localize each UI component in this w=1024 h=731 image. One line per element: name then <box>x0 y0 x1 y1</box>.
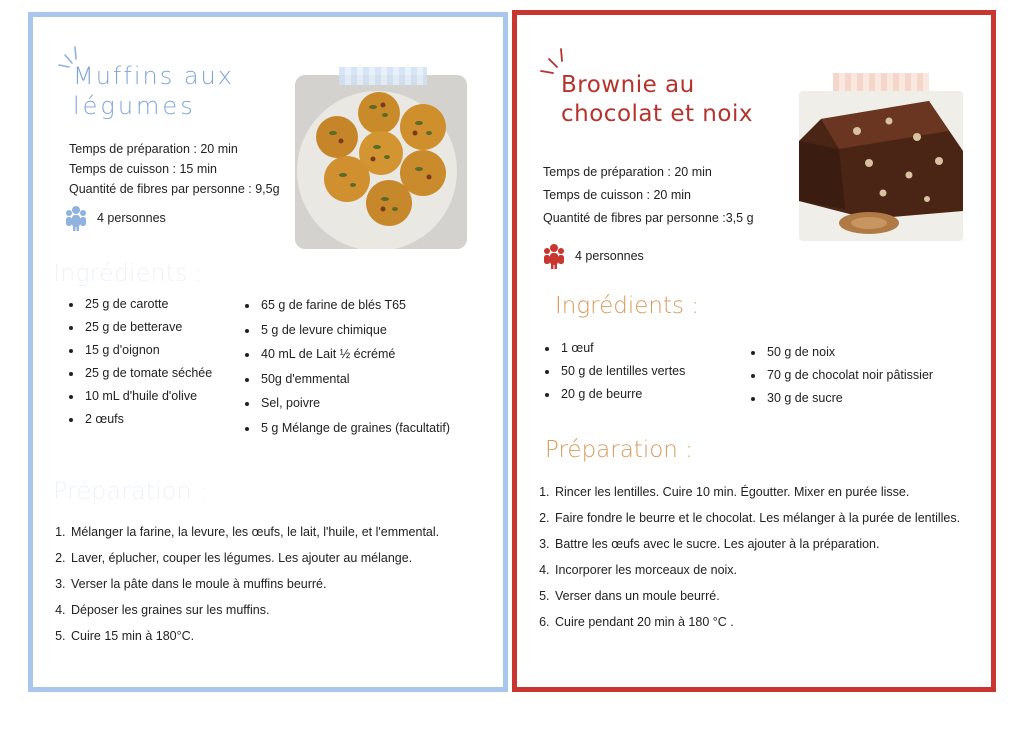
fiber-amount: Quantité de fibres par personne : 9,5g <box>69 182 280 196</box>
list-item: • 15 g d'oignon <box>83 339 212 362</box>
list-item: • 50g d'emmental <box>259 367 450 392</box>
servings <box>543 243 644 269</box>
cook-time: Temps de cuisson : 15 min <box>69 162 217 176</box>
washi-tape <box>339 67 427 85</box>
list-item: • 40 mL de Lait ½ écrémé <box>259 342 450 367</box>
list-item: • 25 g de betterave <box>83 316 212 339</box>
step-item: 4. Incorporer les morceaux de noix. <box>553 557 999 583</box>
list-item: • 50 g de noix <box>765 341 933 364</box>
people-icon <box>543 243 565 269</box>
step-item: 2. Faire fondre le beurre et le chocolat. Les mélanger à la purée de lentilles. <box>553 505 999 531</box>
list-item: • 25 g de tomate séchée <box>83 362 212 385</box>
ingredients-list-2 <box>241 293 450 441</box>
washi-tape <box>833 73 929 91</box>
list-item: • 10 mL d'huile d'olive <box>83 385 212 408</box>
list-item: • Sel, poivre <box>259 391 450 416</box>
ingredients-heading: Ingrédients : <box>555 293 700 319</box>
list-item: • 1 œuf <box>559 337 685 360</box>
muffins-recipe-card <box>28 12 508 692</box>
recipe-meta <box>69 139 280 199</box>
ingredients-heading: Ingrédients : <box>53 259 204 287</box>
step-item: 6. Cuire pendant 20 min à 180 °C . <box>553 609 999 635</box>
brownie-photo <box>799 91 963 241</box>
preparation-steps <box>533 479 999 635</box>
list-item: • 5 g Mélange de graines (facultatif) <box>259 416 450 441</box>
list-item: • 25 g de carotte <box>83 293 212 316</box>
list-item: • 20 g de beurre <box>559 383 685 406</box>
preparation-heading: Préparation : <box>545 437 693 463</box>
servings-label: 4 personnes <box>575 249 644 263</box>
servings <box>65 205 166 231</box>
people-icon <box>65 205 87 231</box>
muffins-photo <box>295 75 467 249</box>
preparation-heading: Préparation : <box>53 477 208 505</box>
list-item: • 5 g de levure chimique <box>259 318 450 343</box>
prep-time: Temps de préparation : 20 min <box>543 165 712 179</box>
ingredients-list-1 <box>541 337 685 406</box>
step-item: 5. Cuire 15 min à 180°C. <box>69 623 439 649</box>
recipe-meta <box>543 161 754 230</box>
brownie-recipe-card <box>512 10 996 692</box>
step-item: 1. Mélanger la farine, la levure, les œufs, le lait, l'huile, et l'emmental. <box>69 519 439 545</box>
step-item: 2. Laver, éplucher, couper les légumes. Les ajouter au mélange. <box>69 545 439 571</box>
ingredients-list-1 <box>65 293 212 431</box>
recipe-title: Brownie au chocolat et noix <box>561 72 753 127</box>
step-item: 3. Battre les œufs avec le sucre. Les ajouter à la préparation. <box>553 531 999 557</box>
servings-label: 4 personnes <box>97 211 166 225</box>
cook-time: Temps de cuisson : 20 min <box>543 188 691 202</box>
recipe-title: Muffins aux légumes <box>73 62 234 120</box>
list-item: • 70 g de chocolat noir pâtissier <box>765 364 933 387</box>
ingredients-list-2 <box>747 341 933 410</box>
list-item: • 2 œufs <box>83 408 212 431</box>
list-item: • 50 g de lentilles vertes <box>559 360 685 383</box>
step-item: 4. Déposer les graines sur les muffins. <box>69 597 439 623</box>
step-item: 5. Verser dans un moule beurré. <box>553 583 999 609</box>
step-item: 3. Verser la pâte dans le moule à muffins beurré. <box>69 571 439 597</box>
step-item: 1. Rincer les lentilles. Cuire 10 min. Égoutter. Mixer en purée lisse. <box>553 479 999 505</box>
fiber-amount: Quantité de fibres par personne :3,5 g <box>543 211 754 225</box>
prep-time: Temps de préparation : 20 min <box>69 142 238 156</box>
list-item: • 65 g de farine de blés T65 <box>259 293 450 318</box>
preparation-steps <box>49 519 439 649</box>
list-item: • 30 g de sucre <box>765 387 933 410</box>
